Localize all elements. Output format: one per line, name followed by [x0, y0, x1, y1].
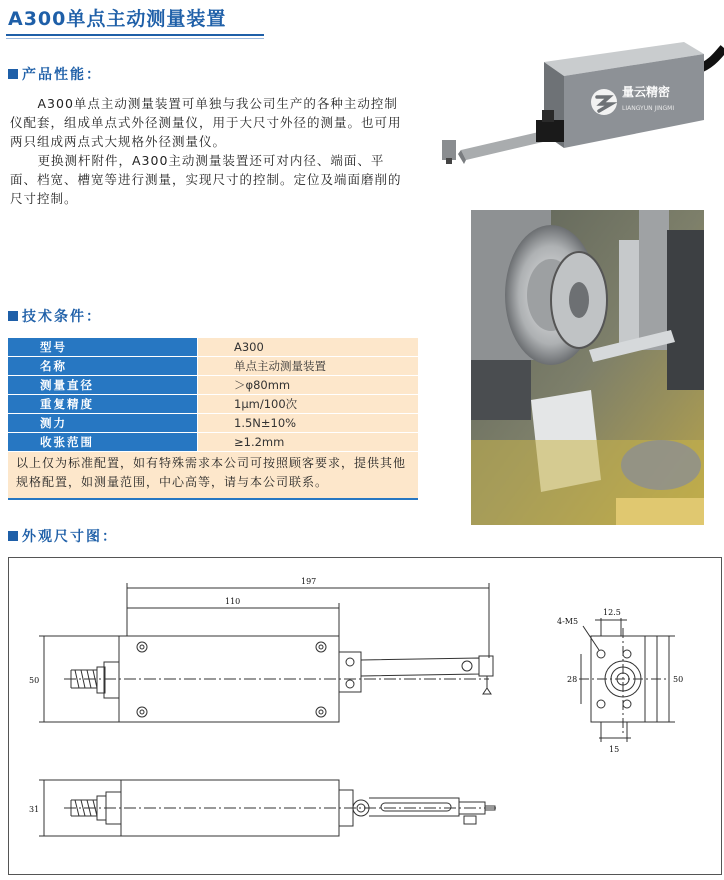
- features-heading-text: 产品性能：: [22, 67, 102, 83]
- spec-key: 测力: [8, 414, 197, 432]
- spec-key: 型号: [8, 338, 197, 356]
- title-underline-thin: [6, 38, 264, 39]
- product-photo: [436, 40, 724, 165]
- dimension-drawing: [8, 557, 722, 875]
- section-square-icon: [8, 531, 18, 541]
- spec-value: A300: [197, 338, 418, 356]
- features-heading: [8, 64, 102, 84]
- dimensions-heading-text: 外观尺寸图：: [22, 529, 118, 545]
- specs-heading: [8, 306, 102, 326]
- table-row: [8, 395, 418, 414]
- dim-bottom-offset: 15: [609, 745, 620, 754]
- spec-key: 测量直径: [8, 376, 197, 394]
- dim-height-left: 50: [29, 676, 40, 685]
- specs-note: 以上仅为标准配置，如有特殊需求本公司可按照顾客要求，提供其他规格配置，如测量范围，中心高等，请与本公司联系。: [8, 452, 418, 500]
- features-paragraph: A300单点主动测量装置可单独与我公司生产的各种主动控制仪配套，组成单点式外径测量仪，用于大尺寸外径的测量。也可用两只组成两点式大规格外径测量仪。: [10, 96, 402, 149]
- dimensions-heading: [8, 526, 118, 546]
- title-underline: [6, 34, 264, 36]
- table-row: [8, 433, 418, 452]
- dimension-drawing-svg: [9, 558, 721, 874]
- features-text: [10, 94, 402, 208]
- spec-value: 1.5N±10%: [197, 414, 418, 432]
- spec-value: 单点主动测量装置: [197, 357, 418, 375]
- dim-side-height: 31: [29, 805, 40, 814]
- spec-key: 名称: [8, 357, 197, 375]
- dim-center-height: 28: [567, 675, 578, 684]
- dim-total-length: 197: [301, 577, 317, 586]
- brand-en-text: LIANGYUN JINGMI: [622, 105, 675, 112]
- table-row: [8, 357, 418, 376]
- page-title: A300单点主动测量装置: [8, 8, 227, 30]
- dim-height-right: 50: [673, 675, 684, 684]
- spec-value: 1μm/100次: [197, 395, 418, 413]
- dim-body-length: 110: [225, 597, 241, 606]
- features-paragraph: 更换测杆附件，A300主动测量装置还可对内径、端面、平面、档宽、槽宽等进行测量，实现尺寸的控制。定位及端面磨削的尺寸控制。: [10, 153, 402, 206]
- spec-value: ≥1.2mm: [197, 433, 418, 451]
- product-photo-svg: [436, 40, 724, 165]
- section-square-icon: [8, 69, 18, 79]
- spec-key: 重复精度: [8, 395, 197, 413]
- spec-value: ＞φ80mm: [197, 376, 418, 394]
- section-square-icon: [8, 311, 18, 321]
- table-row: [8, 376, 418, 395]
- brand-cn-text: 量云精密: [622, 85, 671, 99]
- table-row: [8, 338, 418, 357]
- table-row: [8, 414, 418, 433]
- dim-screw: 4-M5: [557, 617, 579, 626]
- specs-table: [8, 338, 418, 500]
- machine-photo-svg: [471, 210, 704, 525]
- spec-key: 收张范围: [8, 433, 197, 451]
- dim-offset-top: 12.5: [603, 608, 621, 617]
- machine-photo: [471, 210, 704, 525]
- specs-heading-text: 技术条件：: [22, 309, 102, 325]
